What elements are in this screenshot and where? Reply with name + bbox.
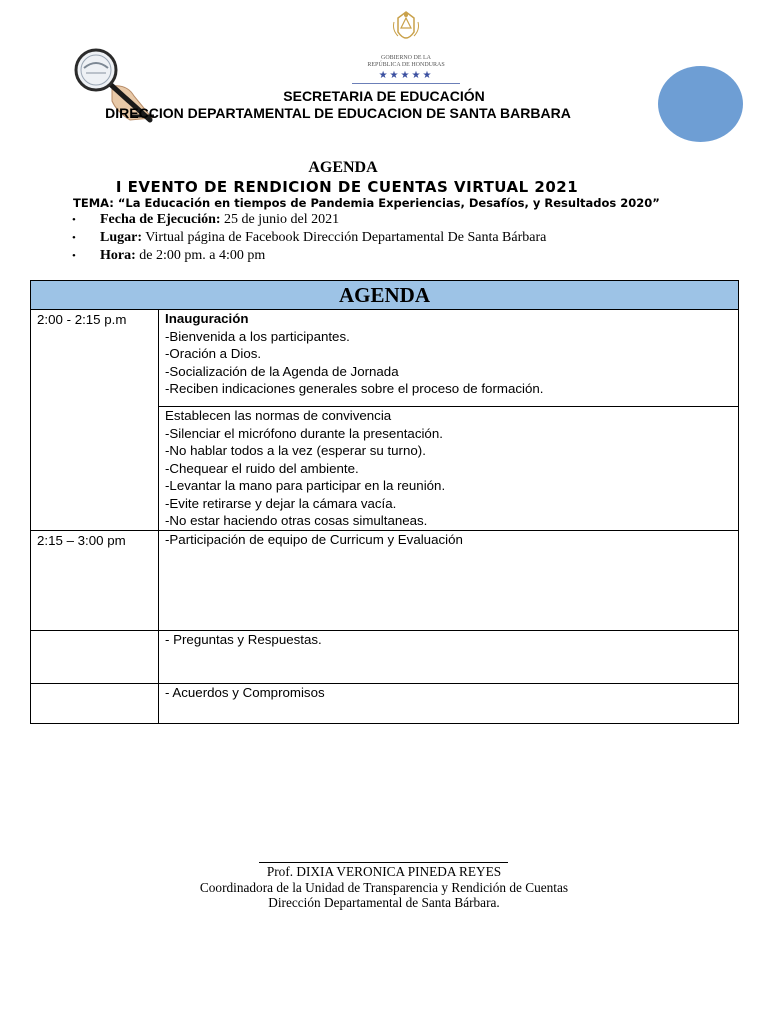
activity-cell bbox=[159, 531, 739, 631]
event-title: I EVENTO DE RENDICION DE CUENTAS VIRTUAL 2021 bbox=[115, 178, 579, 196]
activity-line: -Levantar la mano para participar en la reunión. bbox=[165, 478, 446, 493]
agenda-table bbox=[30, 280, 739, 724]
seal-caption: GOBIERNO DE LA REPÚBLICA DE HONDURAS bbox=[367, 55, 445, 68]
activity-heading: Establecen las normas de convivencia bbox=[165, 408, 392, 423]
event-details-list bbox=[72, 211, 546, 265]
event-theme: TEMA: “La Educación en tiempos de Pandemia Experiencias, Desafíos, y Resultados 2020” bbox=[73, 196, 660, 210]
activity-line: -Oración a Dios. bbox=[165, 346, 262, 361]
ministry-name: SECRETARIA DE EDUCACIÓN bbox=[283, 88, 485, 104]
time-cell bbox=[31, 310, 159, 531]
signatory-role: Coordinadora de la Unidad de Transparencia y Rendición de Cuentas bbox=[199, 880, 569, 895]
activity-cell bbox=[159, 407, 739, 531]
detail-date bbox=[72, 211, 546, 229]
activity-line: -No hablar todos a la vez (esperar su turno). bbox=[165, 443, 426, 458]
detail-value: Virtual página de Facebook Dirección Departamental De Santa Bárbara bbox=[142, 230, 547, 245]
detail-value: de 2:00 pm. a 4:00 pm bbox=[135, 248, 266, 263]
activity-cell bbox=[159, 631, 739, 684]
government-seal-logo bbox=[388, 10, 424, 46]
bullet-icon: • bbox=[72, 214, 76, 226]
blue-circle-shape bbox=[658, 66, 743, 142]
activity-cell bbox=[159, 310, 739, 407]
signatory-name: Prof. DIXIA VERONICA PINEDA REYES bbox=[266, 864, 502, 879]
bullet-icon: • bbox=[72, 232, 76, 244]
activity-line: -No estar haciendo otras cosas simultaneas. bbox=[165, 513, 428, 528]
seal-stars: ★★★★★ bbox=[378, 70, 434, 81]
activity-heading: Inauguración bbox=[165, 311, 249, 326]
department-name: DIRECCION DEPARTAMENTAL DE EDUCACION DE SANTA BARBARA bbox=[105, 105, 571, 121]
detail-value: 25 de junio del 2021 bbox=[220, 212, 340, 227]
seal-divider bbox=[352, 83, 460, 84]
activity-line: -Socialización de la Agenda de Jornada bbox=[165, 363, 399, 379]
detail-label: Hora: bbox=[100, 248, 136, 263]
agenda-table-title: AGENDA bbox=[31, 281, 739, 310]
agenda-heading: AGENDA bbox=[308, 159, 378, 176]
activity-line: - Preguntas y Respuestas. bbox=[165, 632, 322, 647]
detail-time bbox=[72, 247, 546, 265]
signature-line bbox=[259, 862, 508, 863]
activity-line: - Acuerdos y Compromisos bbox=[165, 685, 325, 700]
signatory-office: Dirección Departamental de Santa Bárbara. bbox=[268, 895, 500, 910]
activity-line: -Evite retirarse y dejar la cámara vacía. bbox=[165, 495, 397, 511]
activity-line: -Chequear el ruido del ambiente. bbox=[165, 460, 359, 476]
time-label bbox=[37, 685, 158, 703]
detail-label: Lugar: bbox=[100, 230, 142, 245]
activity-line: -Participación de equipo de Curricum y Evaluación bbox=[165, 532, 463, 547]
activity-line: -Reciben indicaciones generales sobre el proceso de formación. bbox=[165, 381, 544, 396]
activity-line: -Bienvenida a los participantes. bbox=[165, 328, 350, 344]
time-label: 2:00 - 2:15 p.m bbox=[37, 312, 127, 327]
detail-place bbox=[72, 229, 546, 247]
time-cell bbox=[31, 684, 159, 724]
bullet-icon: • bbox=[72, 250, 76, 262]
time-cell bbox=[31, 531, 159, 631]
detail-label: Fecha de Ejecución: bbox=[100, 212, 221, 227]
time-label: 2:15 – 3:00 pm bbox=[37, 533, 126, 548]
time-cell bbox=[31, 631, 159, 684]
time-label bbox=[37, 632, 158, 650]
activity-line: -Silenciar el micrófono durante la presentación. bbox=[165, 425, 443, 441]
activity-cell bbox=[159, 684, 739, 724]
